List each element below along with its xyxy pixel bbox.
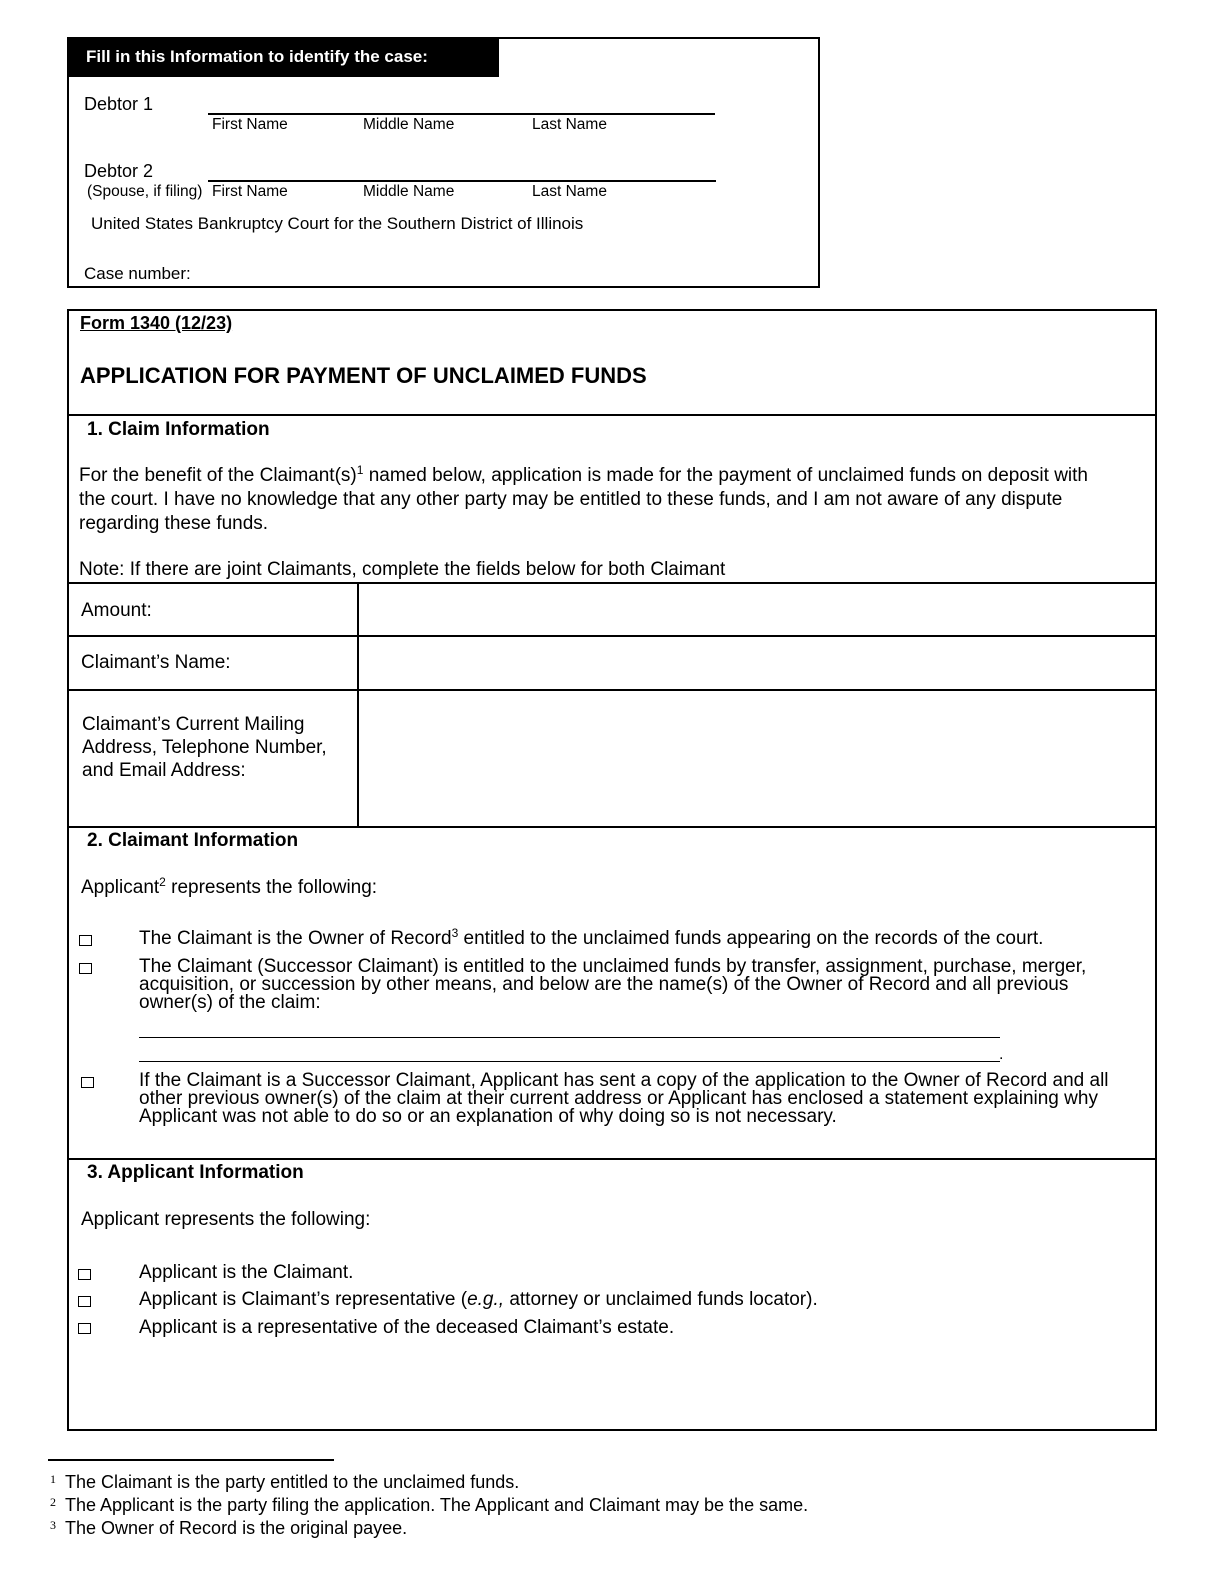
notice-sent-option-line: other previous owner(s) of the claim at their current address or Applicant has enclosed a statement explaining why <box>139 1088 1098 1109</box>
footnote-text: The Claimant is the party entitled to the unclaimed funds. <box>65 1472 520 1492</box>
debtor2-last-name-label: Last Name <box>532 183 607 200</box>
section-divider <box>67 414 1157 416</box>
case-info-header: Fill in this Information to identify the case: <box>67 37 499 77</box>
court-name: United States Bankruptcy Court for the Southern District of Illinois <box>91 214 584 233</box>
amount-label: Amount: <box>81 600 152 621</box>
successor-claimant-checkbox[interactable] <box>79 963 92 974</box>
section1-title: 1. Claim Information <box>87 419 270 440</box>
successor-claimant-option-line: acquisition, or succession by other means, and below are the name(s) of the Owner of Record and all previous <box>139 974 1069 995</box>
section3-title: 3. Applicant Information <box>87 1162 304 1183</box>
notice-sent-option <box>139 1072 1109 1126</box>
previous-owners-line[interactable] <box>139 1037 1000 1038</box>
section-divider <box>67 826 1157 828</box>
applicant-representative-checkbox[interactable] <box>78 1296 91 1307</box>
table-rule <box>67 689 1157 691</box>
section-divider <box>67 1158 1157 1160</box>
section3-intro: Applicant represents the following: <box>81 1209 371 1230</box>
amount-field[interactable] <box>360 585 1155 635</box>
footnote-text: The Owner of Record is the original payee. <box>65 1518 408 1538</box>
footnote-ref-1: 1 <box>356 463 364 477</box>
claimant-name-field[interactable] <box>360 638 1155 688</box>
section1-paragraph-line: the court. I have no knowledge that any other party may be entitled to these funds, and I am not aware of any dispute <box>79 489 1063 510</box>
table-rule <box>67 582 1157 584</box>
notice-sent-option-line: If the Claimant is a Successor Claimant, Applicant has sent a copy of the application to the Owner of Record and all <box>139 1070 1109 1091</box>
claimant-contact-label-line: Address, Telephone Number, <box>82 737 327 758</box>
section1-paragraph-line: For the benefit of the $Claimant(s)^1$ named below, application is made for the payment of unclaimed funds on deposit with <box>79 463 1088 486</box>
applicant-representative-option: Applicant is Claimant’s representative (e.g., attorney or unclaimed funds locator). <box>139 1289 818 1310</box>
applicant-is-claimant-checkbox[interactable] <box>78 1269 91 1280</box>
footnote-separator <box>48 1459 334 1461</box>
form-number: Form 1340 (12/23) <box>80 313 233 333</box>
claimant-contact-label-line: and Email Address: <box>82 760 246 781</box>
claimant-contact-field[interactable] <box>360 692 1155 825</box>
debtor2-label: Debtor 2 <box>84 161 154 181</box>
debtor2-first-name-label: First Name <box>212 183 288 200</box>
notice-sent-checkbox[interactable] <box>81 1077 94 1088</box>
section1-paragraph <box>79 464 1088 536</box>
case-number-label: Case number: <box>84 264 191 283</box>
table-rule <box>67 635 1157 637</box>
estate-representative-option: Applicant is a representative of the deceased Claimant’s estate. <box>139 1317 675 1338</box>
debtor1-middle-name-label: Middle Name <box>363 116 455 133</box>
successor-claimant-option-line: The Claimant (Successor Claimant) is entitled to the unclaimed funds by transfer, assignment, purchase, merger, <box>139 956 1087 977</box>
footnote-number: 2 <box>50 1495 56 1509</box>
debtor2-spouse-note: (Spouse, if filing) <box>87 183 203 200</box>
owner-of-record-option: The Claimant is the Owner of Record$^3$ entitled to the unclaimed funds appearing on the records of the court. <box>139 926 1044 949</box>
debtor1-first-name-label: First Name <box>212 116 288 133</box>
section2-title: 2. Claimant Information <box>87 830 299 851</box>
footnote-number: 3 <box>50 1518 56 1532</box>
section2-intro: Applicant$^2$ represents the following: <box>81 875 378 898</box>
footnote-number: 1 <box>50 1472 56 1486</box>
claimant-contact-label <box>82 713 327 782</box>
debtor1-label: Debtor 1 <box>84 94 154 114</box>
claimant-name-label: Claimant’s Name: <box>81 652 231 673</box>
debtor1-last-name-label: Last Name <box>532 116 607 133</box>
previous-owners-line[interactable] <box>139 1061 1000 1062</box>
form-title: APPLICATION FOR PAYMENT OF UNCLAIMED FUNDS <box>80 363 647 388</box>
table-column-divider <box>357 582 359 827</box>
debtor2-middle-name-label: Middle Name <box>363 183 455 200</box>
claimant-contact-label-line: Claimant’s Current Mailing <box>82 714 305 735</box>
footnote-text: The Applicant is the party filing the application. The Applicant and Claimant may be the same. <box>65 1495 809 1515</box>
section1-paragraph-line: regarding these funds. <box>79 513 269 534</box>
footnote-ref-2: 2 <box>159 875 166 889</box>
notice-sent-option-line: Applicant was not able to do so or an explanation of why doing so is not necessary. <box>139 1106 837 1127</box>
estate-representative-checkbox[interactable] <box>78 1323 91 1334</box>
successor-claimant-option-line: owner(s) of the claim: <box>139 992 321 1013</box>
debtor1-name-line[interactable] <box>208 113 715 115</box>
debtor2-name-line[interactable] <box>208 180 716 182</box>
successor-claimant-option <box>139 958 1086 1012</box>
applicant-is-claimant-option: Applicant is the Claimant. <box>139 1262 354 1283</box>
previous-owners-period: . <box>999 1046 1004 1063</box>
joint-claimants-note: Note: If there are joint Claimants, complete the fields below for both Claimant <box>79 559 726 580</box>
owner-of-record-checkbox[interactable] <box>79 935 92 946</box>
footnote-ref-3: 3 <box>451 926 459 940</box>
